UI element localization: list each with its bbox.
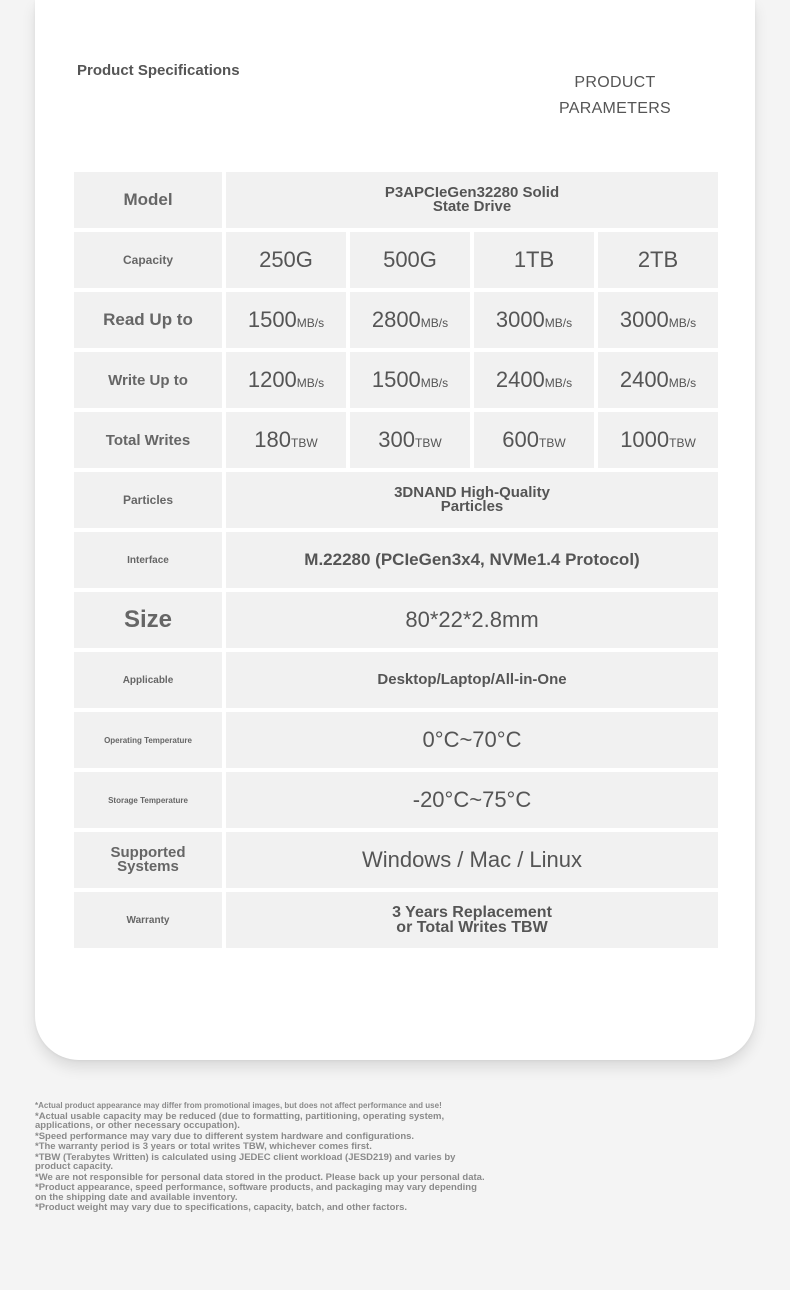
read-value: 3000 <box>495 307 545 332</box>
value-model-line2: State Drive <box>432 198 512 215</box>
label-interface: Interface <box>74 532 222 588</box>
capacity-cell: 1TB <box>474 232 594 288</box>
read-value: 3000 <box>619 307 669 332</box>
write-unit: MB/s <box>544 376 573 390</box>
spec-table <box>70 168 722 952</box>
label-systems-line2: Systems <box>117 858 179 875</box>
label-systems-line1: Supported <box>110 844 186 861</box>
label-write: Write Up to <box>74 352 222 408</box>
value-warranty-line2: or Total Writes TBW <box>396 919 548 936</box>
tbw-unit: TBW <box>539 436 566 450</box>
write-value: 2400 <box>495 367 545 392</box>
value-model-line1: P3APCIeGen32280 Solid <box>384 184 560 201</box>
tbw-value: 300 <box>378 427 416 452</box>
subtitle-line-2: PARAMETERS <box>558 100 672 117</box>
value-storage-temp: -20°C~75°C <box>226 772 718 828</box>
value-particles-line2: Particles <box>440 498 504 515</box>
label-operating-temp: Operating Temperature <box>74 712 222 768</box>
footnote: *Actual product appearance may differ from promotional images, but does not affect performance and use! <box>35 1101 442 1110</box>
capacity-cell: 250G <box>226 232 346 288</box>
read-unit: MB/s <box>668 316 697 330</box>
write-value: 1200 <box>247 367 297 392</box>
label-model: Model <box>74 172 222 228</box>
read-cell <box>474 292 594 348</box>
value-operating-temp: 0°C~70°C <box>226 712 718 768</box>
tbw-value: 180 <box>254 427 292 452</box>
row-systems <box>74 832 718 888</box>
tbw-cell <box>598 412 718 468</box>
page-subtitle <box>535 70 695 122</box>
write-cell <box>598 352 718 408</box>
label-warranty: Warranty <box>74 892 222 948</box>
value-particles <box>226 472 718 528</box>
write-value: 1500 <box>371 367 421 392</box>
label-particles: Particles <box>74 472 222 528</box>
row-model <box>74 172 718 228</box>
value-systems: Windows / Mac / Linux <box>226 832 718 888</box>
value-applicable: Desktop/Laptop/All-in-One <box>226 652 718 708</box>
row-size <box>74 592 718 648</box>
write-value: 2400 <box>619 367 669 392</box>
footnote: *Product appearance, speed performance, software products, and packaging may vary depending on the shipping date and available inventory. <box>35 1182 477 1203</box>
value-warranty <box>226 892 718 948</box>
tbw-value: 1000 <box>620 427 670 452</box>
tbw-cell <box>226 412 346 468</box>
row-particles <box>74 472 718 528</box>
tbw-value: 600 <box>502 427 540 452</box>
capacity-cell: 500G <box>350 232 470 288</box>
read-cell <box>350 292 470 348</box>
footnote: *Speed performance may vary due to different system hardware and configurations. <box>35 1130 415 1142</box>
tbw-cell <box>474 412 594 468</box>
value-size: 80*22*2.8mm <box>226 592 718 648</box>
read-cell <box>598 292 718 348</box>
tbw-unit: TBW <box>291 436 318 450</box>
read-unit: MB/s <box>420 316 449 330</box>
footnote: *Product weight may vary due to specifications, capacity, batch, and other factors. <box>35 1202 408 1213</box>
footnotes <box>35 1102 485 1214</box>
footnote: *Actual usable capacity may be reduced (due to formatting, partitioning, operating system, applications, or other necessary occupation). <box>35 1110 445 1131</box>
footnote: *The warranty period is 3 years or total writes TBW, whichever comes first. <box>35 1141 372 1152</box>
read-unit: MB/s <box>296 316 325 330</box>
page-title: Product Specifications <box>77 62 240 79</box>
read-value: 2800 <box>371 307 421 332</box>
value-model <box>226 172 718 228</box>
row-total-writes <box>74 412 718 468</box>
write-cell <box>474 352 594 408</box>
value-interface: M.22280 (PCIeGen3x4, NVMe1.4 Protocol) <box>226 532 718 588</box>
capacity-cell: 2TB <box>598 232 718 288</box>
label-applicable: Applicable <box>74 652 222 708</box>
label-capacity: Capacity <box>74 232 222 288</box>
read-value: 1500 <box>247 307 297 332</box>
row-applicable <box>74 652 718 708</box>
footnote: *We are not responsible for personal data stored in the product. Please back up your personal data. <box>35 1171 485 1183</box>
row-storage-temp <box>74 772 718 828</box>
write-unit: MB/s <box>668 376 697 390</box>
read-cell <box>226 292 346 348</box>
write-unit: MB/s <box>420 376 449 390</box>
row-warranty <box>74 892 718 948</box>
label-size: Size <box>74 592 222 648</box>
tbw-unit: TBW <box>415 436 442 450</box>
write-cell <box>226 352 346 408</box>
row-capacity <box>74 232 718 288</box>
label-systems <box>74 832 222 888</box>
value-particles-line1: 3DNAND High-Quality <box>394 484 550 501</box>
subtitle-line-1: PRODUCT <box>574 74 656 91</box>
tbw-cell <box>350 412 470 468</box>
footnote: *TBW (Terabytes Written) is calculated using JEDEC client workload (JESD219) and varies by product capacity. <box>35 1151 456 1172</box>
label-storage-temp: Storage Temperature <box>74 772 222 828</box>
tbw-unit: TBW <box>669 436 696 450</box>
value-warranty-line1: 3 Years Replacement <box>392 904 552 921</box>
row-write <box>74 352 718 408</box>
spec-card <box>35 0 755 1060</box>
row-interface <box>74 532 718 588</box>
row-operating-temp <box>74 712 718 768</box>
row-read <box>74 292 718 348</box>
write-unit: MB/s <box>296 376 325 390</box>
read-unit: MB/s <box>544 316 573 330</box>
label-read: Read Up to <box>74 292 222 348</box>
label-total-writes: Total Writes <box>74 412 222 468</box>
write-cell <box>350 352 470 408</box>
